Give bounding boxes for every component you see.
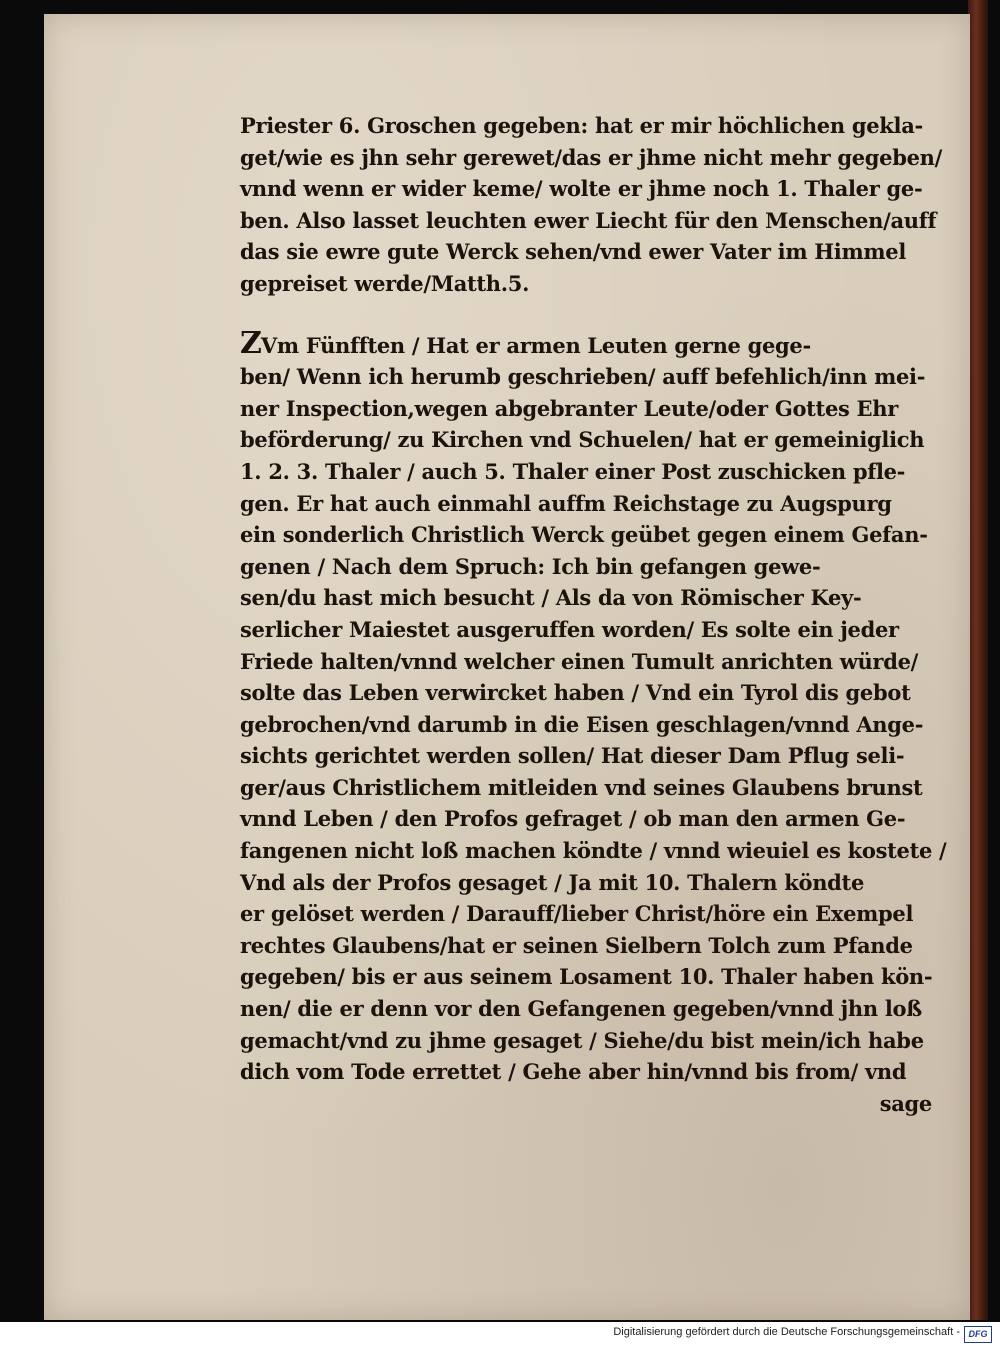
text-line: serlicher Maiestet ausgeruffen worden/ Es solte ein jeder <box>240 616 899 642</box>
text-line: nen/ die er denn vor den Gefangenen gegeben/vnnd jhn loß <box>240 996 922 1022</box>
paragraph-2 <box>240 325 947 1088</box>
footer-bar <box>0 1322 1000 1347</box>
text-line: ein sonderlich Christlich Werck geübet gegen einem Gefan- <box>240 522 928 548</box>
text-line: ger/aus Christlichem mitleiden vnd seines Glaubens brunst <box>240 774 923 800</box>
text-line: get/wie es jhn sehr gerewet/das er jhme nicht mehr gegeben/ <box>240 144 943 170</box>
text-line: beförderung/ zu Kirchen vnd Schuelen/ hat er gemeiniglich <box>240 427 925 453</box>
text-line: Vnd als der Profos gesaget / Ja mit 10. Thalern köndte <box>240 869 865 895</box>
funding-credit: Digitalisierung gefördert durch die Deutsche Forschungsgemeinschaft - <box>613 1326 960 1338</box>
catchword: sage <box>879 1090 932 1116</box>
text-line: fangenen nicht loß machen köndte / vnnd wieuiel es kostete / <box>240 838 947 864</box>
text-line: 1. 2. 3. Thaler / auch 5. Thaler einer Post zuschicken pfle- <box>240 458 906 484</box>
paragraph-2-lines <box>240 361 947 1088</box>
text-line: ner Inspection,wegen abgebranter Leute/oder Gottes Ehr <box>240 395 898 421</box>
text-line: er gelöset werden / Darauff/lieber Christ/höre ein Exempel <box>240 901 914 927</box>
text-line: gebrochen/vnd darumb in die Eisen geschlagen/vnnd Ange- <box>240 711 924 737</box>
text-line: ben. Also lasset leuchten ewer Liecht für den Menschen/auff <box>240 207 937 233</box>
text-line: Priester 6. Groschen gegeben: hat er mir höchlichen gekla- <box>240 113 923 138</box>
text-line: das sie ewre gute Werck sehen/vnd ewer Vater im Himmel <box>240 239 907 265</box>
page-text-block <box>240 110 947 1119</box>
text-line: vnnd Leben / den Profos gefraget / ob man den armen Ge- <box>240 806 906 832</box>
text-line: vnnd wenn er wider keme/ wolte er jhme noch 1. Thaler ge- <box>240 176 923 202</box>
text-line <box>240 325 940 362</box>
paragraph-1 <box>240 110 943 300</box>
text-line: gepreiset werde/Matth.5. <box>240 270 530 296</box>
text-line: genen / Nach dem Spruch: Ich bin gefangen gewe- <box>240 553 821 579</box>
page-binding-edge <box>968 0 988 1320</box>
text-line: sen/du hast mich besucht / Als da von Römischer Key- <box>240 585 862 611</box>
paragraph-gap <box>240 300 940 328</box>
text-line: dich vom Tode errettet / Gehe aber hin/vnnd bis from/ vnd <box>240 1059 907 1085</box>
text-line: gegeben/ bis er aus seinem Losament 10. Thaler haben kön- <box>240 964 933 990</box>
dfg-logo-icon: DFG <box>964 1326 992 1343</box>
text-line: solte das Leben verwircket haben / Vnd ein Tyrol dis gebot <box>240 680 911 706</box>
text-line: rechtes Glaubens/hat er seinen Sielbern Tolch zum Pfande <box>240 932 913 958</box>
text-line: gen. Er hat auch einmahl auffm Reichstage zu Augspurg <box>240 490 892 516</box>
text-line-content: Vm Fünfften / Hat er armen Leuten gerne gege- <box>260 332 811 358</box>
text-line: gemacht/vnd zu jhme gesaget / Siehe/du bist mein/ich habe <box>240 1027 924 1053</box>
text-line: sichts gerichtet werden sollen/ Hat dieser Dam Pflug seli- <box>240 743 905 769</box>
text-line: Friede halten/vnnd welcher einen Tumult anrichten würde/ <box>240 648 919 674</box>
initial-letter: Z <box>240 325 261 361</box>
text-line: ben/ Wenn ich herumb geschrieben/ auff befehlich/inn mei- <box>240 364 926 390</box>
